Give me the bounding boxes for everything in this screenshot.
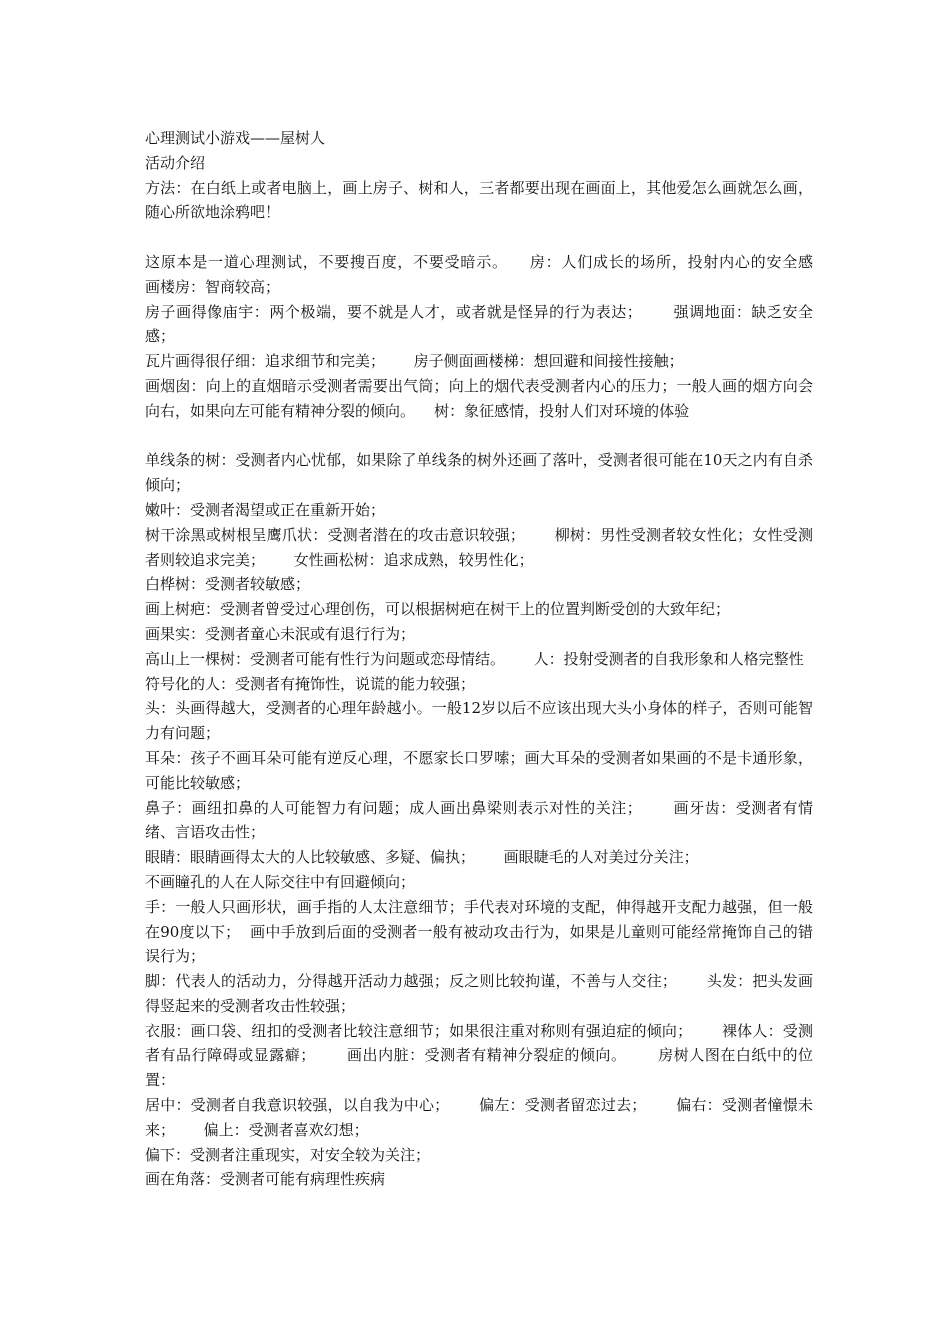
paragraph: 画烟囱：向上的直烟暗示受测者需要出气筒；向上的烟代表受测者内心的压力；一般人画的烟方向会向右，如果向左可能有精神分裂的倾向。 树：象征感情，投射人们对环境的体验 [145,376,813,420]
paragraph: 眼睛：眼睛画得太大的人比较敏感、多疑、偏执； 画眼睫毛的人对美过分关注； [145,848,699,867]
paragraph: 耳朵：孩子不画耳朵可能有逆反心理，不愿家长口罗嗦；画大耳朵的受测者如果画的不是卡通形象，可能比较敏感； [145,748,813,792]
paragraph: 画在角落：受测者可能有病理性疾病 [145,1170,386,1189]
paragraph: 不画瞳孔的人在人际交往中有回避倾向； [145,872,416,891]
document-title: 心理测试小游戏——屋树人 [145,129,326,147]
blank-line [145,225,813,250]
paragraph-list [145,176,842,1193]
paragraph: 鼻子：画纽扣鼻的人可能智力有问题；成人画出鼻梁则表示对性的关注； 画牙齿：受测者有情绪、言语攻击性； [145,798,813,842]
paragraph: 方法：在白纸上或者电脑上，画上房子、树和人，三者都要出现在画面上，其他爱怎么画就怎么画，随心所欲地涂鸦吧！ [145,178,813,222]
paragraph: 树干涂黑或树根呈鹰爪状：受测者潜在的攻击意识较强； 柳树：男性受测者较女性化；女性受测者则较追求完美； 女性画松树：追求成熟，较男性化； [145,525,813,569]
paragraph: 居中：受测者自我意识较强，以自我为中心； 偏左：受测者留恋过去； 偏右：受测者憧憬未来； 偏上：受测者喜欢幻想； [145,1096,813,1139]
paragraph: 画果实：受测者童心未泯或有退行行为； [145,624,416,643]
paragraph: 房子画得像庙宇：两个极端，要不就是人才，或者就是怪异的行为表达； 强调地面：缺乏安全感； [145,302,813,346]
document-body [145,126,842,1192]
paragraph: 偏下：受测者注重现实，对安全较为关注； [145,1145,431,1164]
paragraph: 瓦片画得很仔细：追求细节和完美； 房子侧面画楼梯：想回避和间接性接触； [145,352,684,371]
paragraph: 嫩叶：受测者渴望或正在重新开始； [145,500,386,519]
document-subtitle: 活动介绍 [145,153,206,172]
paragraph: 这原本是一道心理测试，不要搜百度，不要受暗示。 房：人们成长的场所，投射内心的安全感 画楼房：智商较高； [145,252,842,296]
paragraph: 白桦树：受测者较敏感； [145,575,311,594]
paragraph: 头：头画得越大，受测者的心理年龄越小。一般12岁以后不应该出现大头小身体的样子，否则可能智力有问题； [145,699,813,743]
paragraph: 符号化的人：受测者有掩饰性，说谎的能力较强； [145,674,476,693]
paragraph: 脚：代表人的活动力，分得越开活动力越强；反之则比较拘谨，不善与人交往； 头发：把头发画得竖起来的受测者攻击性较强； [145,972,813,1015]
paragraph: 画上树疤：受测者曾受过心理创伤，可以根据树疤在树干上的位置判断受创的大致年纪； [145,600,731,619]
paragraph: 单线条的树：受测者内心忧郁，如果除了单线条的树外还画了落叶，受测者很可能在10天之内有自杀倾向； [145,451,813,495]
blank-line [145,424,813,449]
paragraph: 手：一般人只画形状，画手指的人太注意细节；手代表对环境的支配，伸得越开支配力越强，但一般在90度以下； 画中手放到后面的受测者一般有被动攻击行为，如果是儿童则可能经常掩饰自己的错误行为； [145,897,813,966]
paragraph: 高山上一棵树：受测者可能有性行为问题或恋母情结。 人：投射受测者的自我形象和人格完整性 [145,649,804,668]
paragraph: 衣服：画口袋、纽扣的受测者比较注意细节；如果很注重对称则有强迫症的倾向； 裸体人：受测者有品行障碍或显露癖； 画出内脏：受测者有精神分裂症的倾向。 房树人图在白纸中的位置： [145,1021,813,1090]
